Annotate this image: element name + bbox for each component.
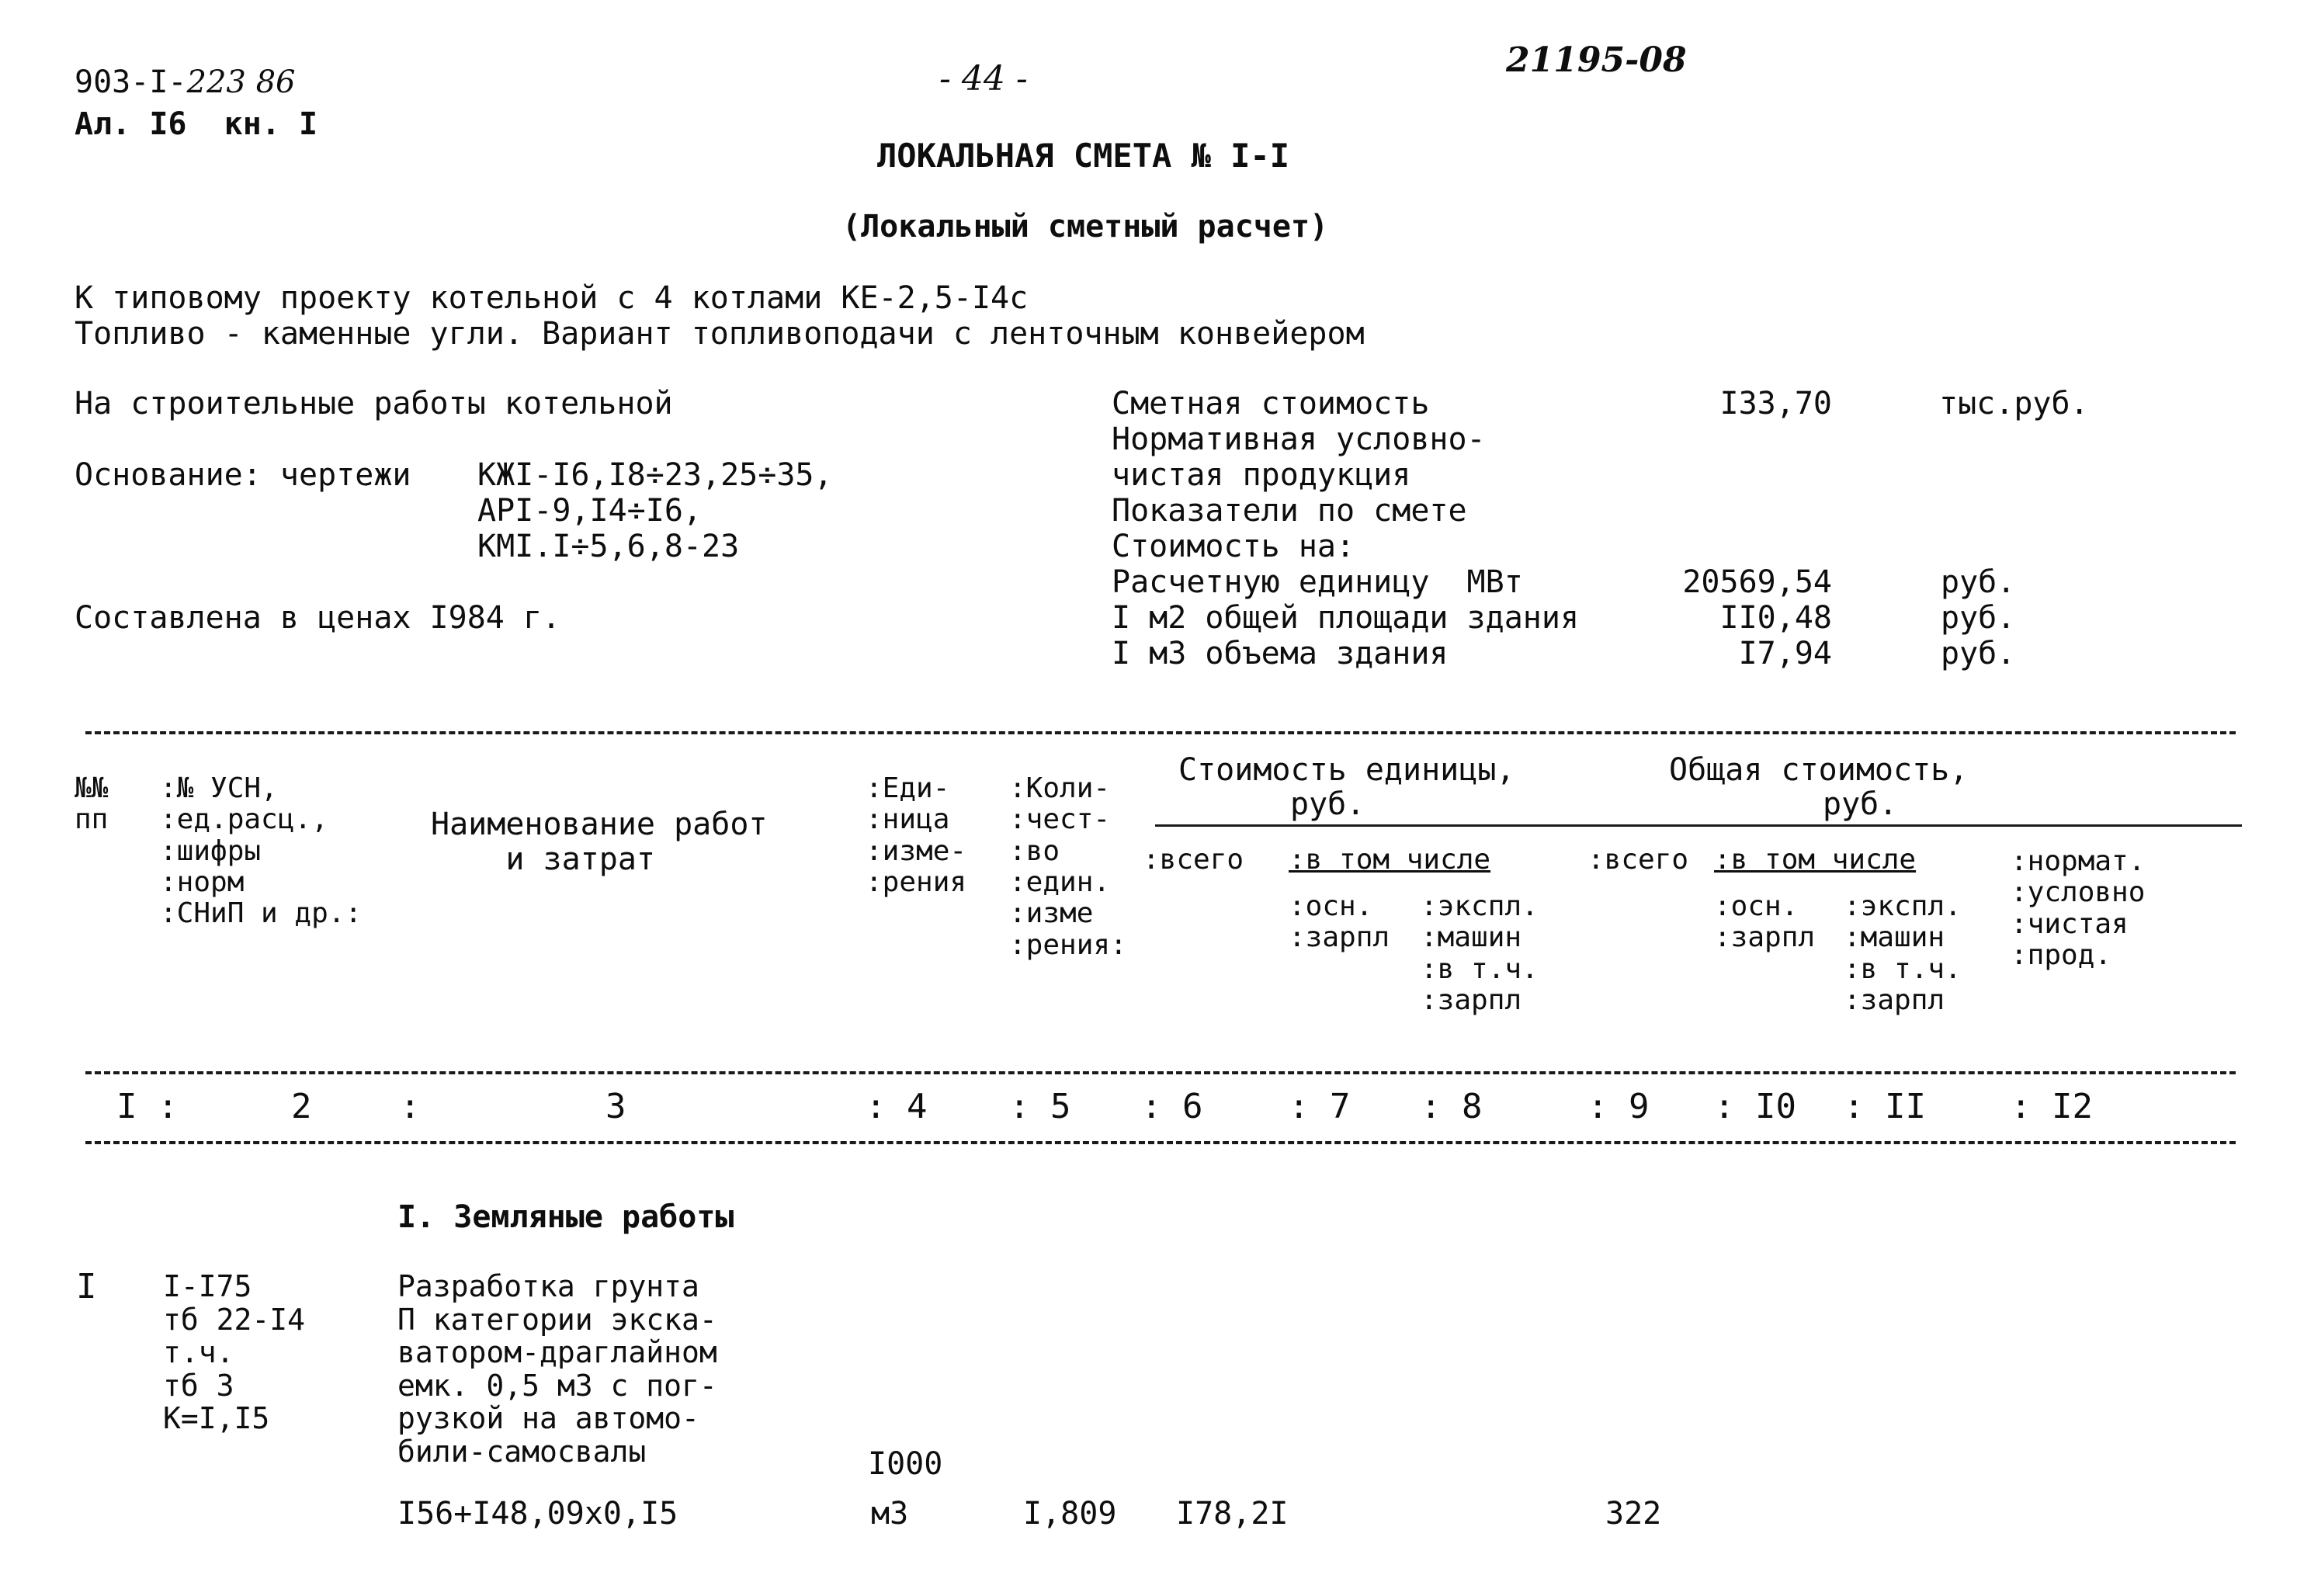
cost-value: I33,70 bbox=[1719, 386, 1832, 422]
normative-line-1: Нормативная условно- bbox=[1112, 422, 1486, 457]
row-quantity-multiplier: I000 bbox=[868, 1446, 943, 1482]
colnum-5: : 5 bbox=[1009, 1087, 1071, 1126]
colnum-sep: : bbox=[400, 1087, 421, 1126]
area-unit: руб. bbox=[1941, 600, 2016, 636]
row-amount: I,809 bbox=[1023, 1496, 1117, 1532]
colnum-4: : 4 bbox=[866, 1087, 928, 1126]
header-row-number: №№ пп bbox=[75, 772, 109, 836]
table-top-rule bbox=[85, 731, 2236, 734]
row-calculation: I56+I48,09х0,I5 bbox=[397, 1496, 678, 1532]
column-numbers-bottom-rule bbox=[85, 1141, 2236, 1144]
colnum-1: I : bbox=[116, 1087, 179, 1126]
colnum-11: : II bbox=[1844, 1087, 1926, 1126]
row-code: I-I75 тб 22-I4 т.ч. тб 3 К=I,I5 bbox=[163, 1269, 306, 1436]
row-unit-total: I78,2I bbox=[1176, 1496, 1289, 1532]
header-total-cost: Общая стоимость, bbox=[1669, 752, 1969, 788]
volume-unit: руб. bbox=[1941, 636, 2016, 671]
colnum-2: 2 bbox=[291, 1087, 312, 1126]
colnum-10: : I0 bbox=[1714, 1087, 1796, 1126]
project-line-2: Топливо - каменные угли. Вариант топливоподачи с ленточным конвейером bbox=[75, 316, 1365, 352]
header-unit-cost: Стоимость единицы, bbox=[1178, 752, 1515, 788]
project-code-handwritten: 223 86 bbox=[186, 64, 296, 100]
project-code: 903-I-223 86 bbox=[75, 64, 296, 100]
album-book-ref: Ал. I6 кн. I bbox=[75, 106, 318, 142]
header-total-machines: :экспл. :машин :в т.ч. :зарпл bbox=[1844, 890, 1962, 1016]
header-quantity: :Коли- :чест- :во :един. :изме :рения: bbox=[1009, 772, 1127, 961]
project-line-1: К типовому проекту котельной с 4 котлами КЕ-2,5-I4с bbox=[75, 280, 1029, 316]
indicators-label: Показатели по смете bbox=[1112, 493, 1467, 529]
colnum-3: 3 bbox=[605, 1087, 626, 1126]
header-normative: :нормат. :условно :чистая :прод. bbox=[2011, 845, 2146, 971]
row-total: 322 bbox=[1605, 1496, 1662, 1532]
basis-drawings-2: АРI-9,I4÷I6, bbox=[477, 493, 702, 529]
colnum-8: : 8 bbox=[1421, 1087, 1483, 1126]
row-unit: м3 bbox=[871, 1496, 909, 1532]
unit-mw-label: Расчетную единицу МВт bbox=[1112, 564, 1523, 600]
header-unit-incl: :в том числе bbox=[1289, 844, 1491, 876]
colnum-12: : I2 bbox=[2011, 1087, 2093, 1126]
price-basis: Составлена в ценах I984 г. bbox=[75, 600, 561, 636]
colnum-9: : 9 bbox=[1587, 1087, 1650, 1126]
normative-line-2: чистая продукция bbox=[1112, 457, 1411, 493]
basis-drawings-3: КМI.I÷5,6,8-23 bbox=[477, 529, 740, 564]
cost-label: Сметная стоимость bbox=[1112, 386, 1430, 422]
document-subtitle: (Локальный сметный расчет) bbox=[842, 209, 1329, 245]
unit-mw-unit: руб. bbox=[1941, 564, 2016, 600]
volume-value: I7,94 bbox=[1738, 636, 1832, 671]
area-value: II0,48 bbox=[1719, 600, 1832, 636]
header-total-sum: :всего bbox=[1587, 844, 1689, 876]
basis-drawings-1: КЖI-I6,I8÷23,25÷35, bbox=[477, 457, 833, 493]
colnum-7: : 7 bbox=[1289, 1087, 1351, 1126]
page-number: - 44 - bbox=[939, 59, 1028, 99]
header-cost-rule bbox=[1155, 824, 2242, 827]
colnum-6: : 6 bbox=[1141, 1087, 1203, 1126]
header-total-incl: :в том числе bbox=[1714, 844, 1917, 876]
header-unit: :Еди- :ница :изме- :рения bbox=[866, 772, 967, 898]
header-unit-machines: :экспл. :машин :в т.ч. :зарпл bbox=[1421, 890, 1539, 1016]
row-work-name: Разработка грунта П категории экска- ватором-драглайном емк. 0,5 м3 с пог- рузкой на автомо- били-самосвалы bbox=[397, 1269, 717, 1469]
header-unit-total: :всего bbox=[1143, 844, 1244, 876]
header-total-wage: :осн. :зарпл bbox=[1714, 890, 1816, 954]
reference-number: 21195-08 bbox=[1506, 40, 1687, 80]
column-numbers-top-rule bbox=[85, 1071, 2236, 1074]
row-number: I bbox=[76, 1267, 97, 1306]
header-work-name: Наименование работ и затрат bbox=[431, 807, 768, 877]
unit-mw-value: 20569,54 bbox=[1682, 564, 1832, 600]
volume-label: I м3 объема здания bbox=[1112, 636, 1449, 671]
header-total-cost-rub: руб. bbox=[1823, 786, 1898, 822]
area-label: I м2 общей площади здания bbox=[1112, 600, 1580, 636]
cost-unit: тыс.руб. bbox=[1939, 386, 2089, 422]
section-title: I. Земляные работы bbox=[397, 1199, 734, 1235]
cost-per-label: Стоимость на: bbox=[1112, 529, 1355, 564]
document-title: ЛОКАЛЬНАЯ СМЕТА № I-I bbox=[877, 137, 1290, 175]
header-unit-cost-rub: руб. bbox=[1290, 786, 1365, 822]
header-unit-wage: :осн. :зарпл bbox=[1289, 890, 1390, 954]
basis-label: Основание: чертежи bbox=[75, 457, 411, 493]
works-description: На строительные работы котельной bbox=[75, 386, 673, 422]
header-usn-code: :№ УСН, :ед.расц., :шифры :норм :СНиП и др.: bbox=[160, 772, 363, 930]
